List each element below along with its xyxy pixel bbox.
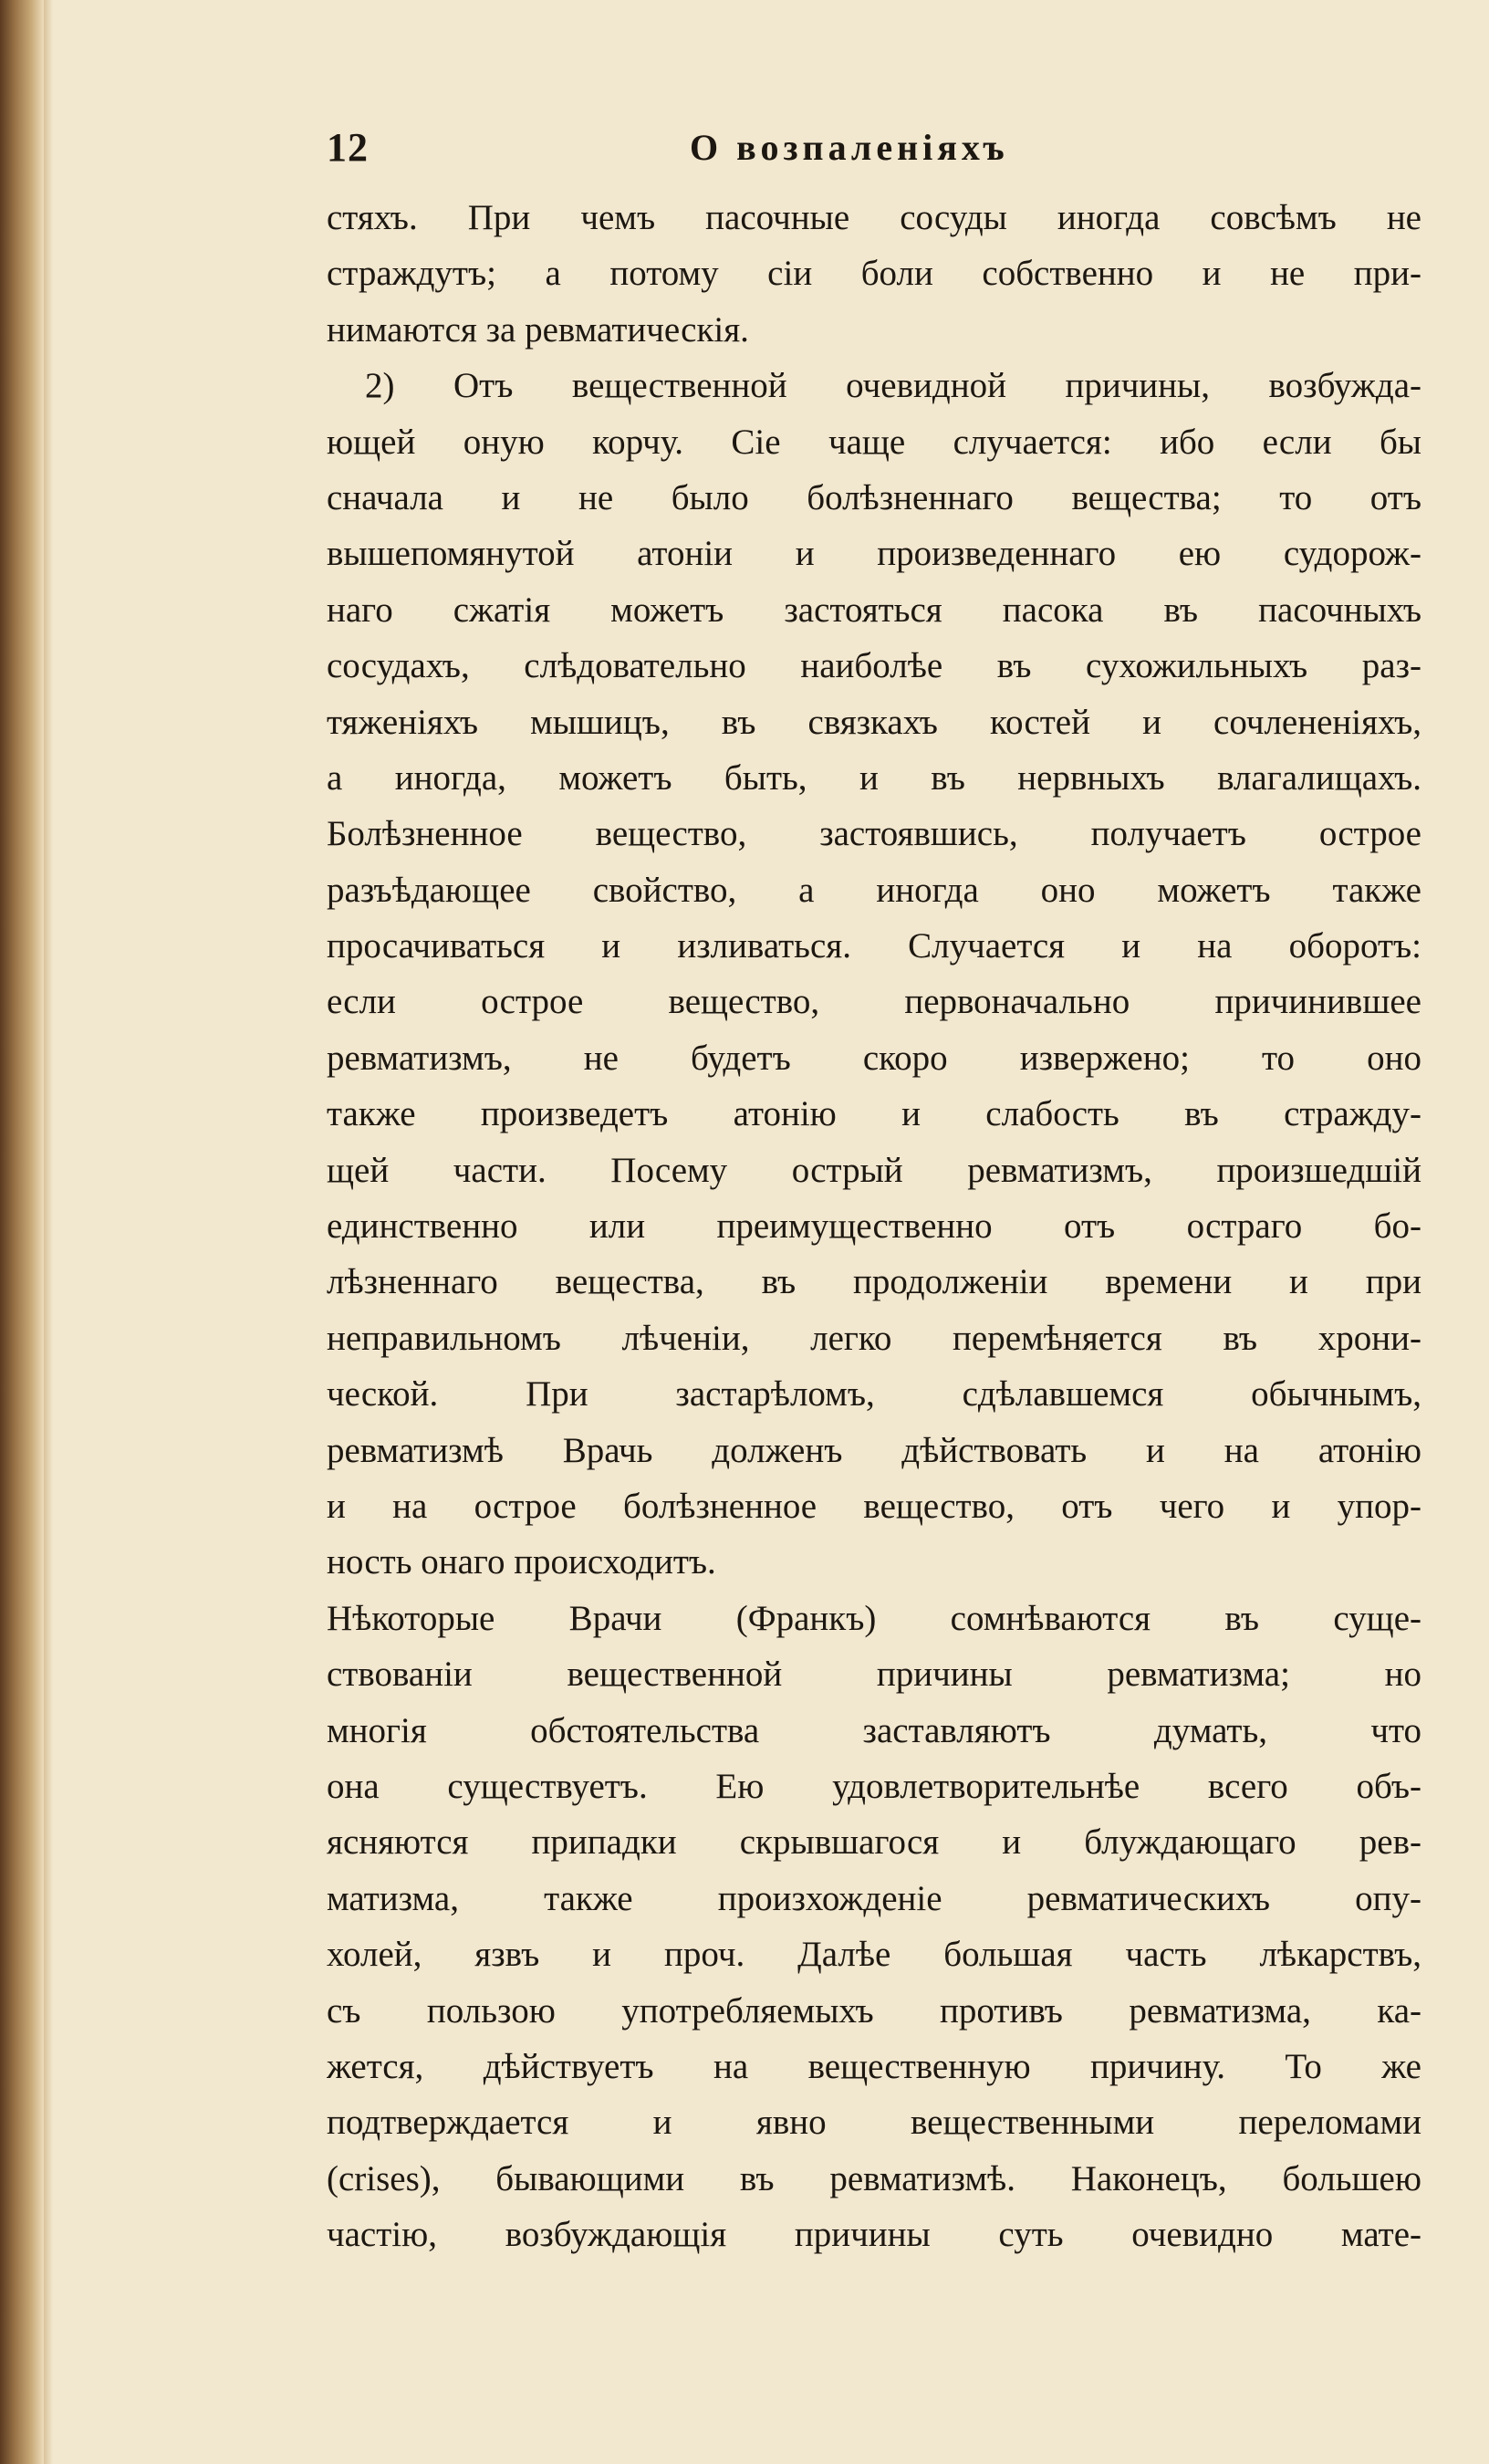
text-line: ющей оную корчу. Сіе чаще случается: ибо если бы: [327, 422, 1421, 462]
body-text: [327, 190, 1421, 2262]
text-line: она существуетъ. Ею удовлетворительнѣе всего объ-: [327, 1766, 1421, 1806]
book-binding-shadow: [0, 0, 44, 2464]
text-line: просачиваться и изливаться. Случается и на оборотъ:: [327, 926, 1421, 966]
paragraph-2: [327, 358, 1421, 1591]
book-page: [327, 108, 1421, 2262]
page-header: [327, 108, 1421, 190]
text-line: стяхъ. При чемъ пасочные сосуды иногда совсѣмъ не: [327, 198, 1421, 237]
page-number: 12: [327, 125, 369, 170]
running-title: О возпаленіяхъ: [690, 127, 1009, 168]
paragraph-3: [327, 1591, 1421, 2263]
text-line: щей части. Посему острый ревматизмъ, произшедшій: [327, 1150, 1421, 1190]
text-line: также произведетъ атонію и слабость въ стражду-: [327, 1094, 1421, 1134]
text-line: ческой. При застарѣломъ, сдѣлавшемся обычнымъ,: [327, 1374, 1421, 1415]
text-line: нимаются за ревматическія.: [327, 309, 749, 350]
text-line: неправильномъ лѣченіи, легко перемѣняется въ хрони-: [327, 1318, 1421, 1358]
text-line: единственно или преимущественно отъ остраго бо-: [327, 1206, 1421, 1247]
text-line: матизма, также произхожденіе ревматическихъ опу-: [327, 1878, 1421, 1918]
text-line: разъѣдающее свойство, а иногда оно можетъ также: [327, 870, 1421, 910]
text-line: ясняются припадки скрывшагося и блуждающаго рев-: [327, 1822, 1421, 1863]
text-line: сосудахъ, слѣдовательно наиболѣе въ сухожильныхъ раз-: [327, 646, 1421, 686]
text-line: многія обстоятельства заставляютъ думать, что: [327, 1710, 1421, 1750]
text-line: съ пользою употребляемыхъ противъ ревматизма, ка-: [327, 1990, 1421, 2031]
text-line: (crises), бывающими въ ревматизмѣ. Наконецъ, большею: [327, 2158, 1421, 2198]
paragraph-1: [327, 190, 1421, 358]
text-line: подтверждается и явно вещественными переломами: [327, 2103, 1421, 2143]
text-line: 2) Отъ вещественной очевидной причины, возбужда-: [365, 366, 1421, 406]
text-line: лѣзненнаго вещества, въ продолженіи времени и при: [327, 1262, 1421, 1302]
text-line: ревматизмъ, не будетъ скоро извержено; то оно: [327, 1038, 1421, 1078]
text-line: сначала и не было болѣзненнаго вещества; то отъ: [327, 477, 1421, 517]
text-line: Болѣзненное вещество, застоявшись, получаетъ острое: [327, 814, 1421, 854]
text-line: а иногда, можетъ быть, и въ нервныхъ влагалищахъ.: [327, 757, 1421, 798]
text-line: частію, возбуждающія причины суть очевидно мате-: [327, 2215, 1421, 2255]
text-line: ность онаго происходитъ.: [327, 1542, 716, 1582]
text-line: наго сжатія можетъ застояться пасока въ пасочныхъ: [327, 590, 1421, 630]
text-line: вышепомянутой атоніи и произведеннаго ею судорож-: [327, 534, 1421, 574]
page-gutter: [44, 0, 53, 2464]
text-line: жется, дѣйствуетъ на вещественную причину. То же: [327, 2046, 1421, 2086]
text-line: Нѣкоторые Врачи (Франкъ) сомнѣваются въ суще-: [327, 1598, 1421, 1638]
text-line: ствованіи вещественной причины ревматизма; но: [327, 1655, 1421, 1695]
text-line: и на острое болѣзненное вещество, отъ чего и упор-: [327, 1486, 1421, 1526]
text-line: тяженіяхъ мышицъ, въ связкахъ костей и сочлененіяхъ,: [327, 702, 1421, 742]
text-line: ревматизмѣ Врачь долженъ дѣйствовать и на атонію: [327, 1430, 1421, 1470]
text-line: страждутъ; а потому сіи боли собственно и не при-: [327, 254, 1421, 294]
text-line: если острое вещество, первоначально причинившее: [327, 982, 1421, 1022]
text-line: холей, язвъ и проч. Далѣе большая часть лѣкарствъ,: [327, 1935, 1421, 1975]
